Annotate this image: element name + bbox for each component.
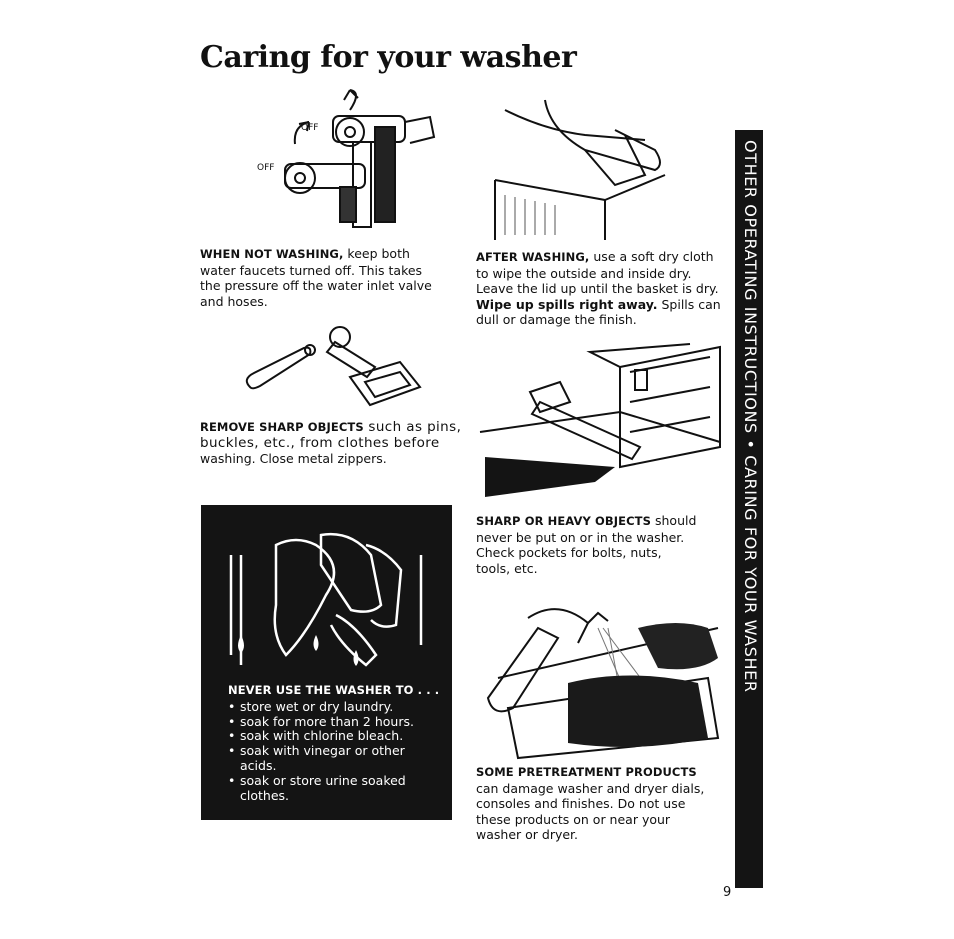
page-title: Caring for your washer (200, 40, 577, 75)
faucet-heading: WHEN NOT WASHING, (200, 247, 344, 261)
pretreatment-line: these products on or near your (476, 811, 671, 827)
off-label-left: OFF (257, 163, 275, 173)
heavy-objects-line: never be put on or in the washer. (476, 529, 685, 545)
pretreatment-line: can damage washer and dryer dials, (476, 780, 705, 796)
heavy-objects-line: tools, etc. (476, 560, 538, 576)
faucet-line: and hoses. (200, 293, 268, 309)
never-use-heading: NEVER USE THE WASHER TO . . . (228, 683, 440, 697)
after-washing-line: to wipe the outside and inside dry. (476, 265, 692, 281)
sharp-objects-line: washing. Close metal zippers. (200, 451, 387, 466)
heavy-objects-instructions (476, 513, 736, 576)
never-use-item: • soak or store urine soaked clothes. (228, 774, 443, 804)
wet-laundry-illustration (226, 525, 431, 675)
sharp-objects-heading: REMOVE SHARP OBJECTS (200, 420, 364, 434)
after-washing-instructions (476, 249, 746, 328)
after-washing-tail: Spills can (657, 296, 721, 312)
never-use-item: • store wet or dry laundry. (228, 700, 443, 715)
faucet-instructions (200, 246, 470, 309)
sharp-objects-instructions (200, 419, 470, 467)
sharp-objects-line: buckles, etc., from clothes before (200, 434, 440, 451)
never-use-item: • soak with vinegar or other acids. (228, 744, 443, 774)
pin-buckle-illustration (240, 322, 455, 412)
after-washing-heading: AFTER WASHING, (476, 250, 590, 264)
faucet-illustration (255, 82, 445, 232)
wipe-spills-phrase: Wipe up spills right away. (476, 296, 658, 312)
faucet-line: the pressure off the water inlet valve (200, 278, 432, 293)
pretreatment-warning (476, 765, 746, 843)
wiping-illustration (485, 90, 685, 240)
faucet-line: keep both (343, 246, 410, 261)
faucet-line: water faucets turned off. This takes (200, 262, 423, 278)
heavy-objects-line: should (651, 513, 697, 528)
hammer-illustration (480, 342, 725, 497)
never-use-item: • soak for more than 2 hours. (228, 715, 443, 730)
heavy-objects-line: Check pockets for bolts, nuts, (476, 545, 662, 560)
never-use-item: • soak with chlorine bleach. (228, 729, 443, 744)
after-washing-line: use a soft dry cloth (589, 249, 714, 264)
pretreatment-line: consoles and finishes. Do not use (476, 796, 686, 811)
sharp-objects-line: such as pins, (363, 419, 462, 435)
pretreatment-line: washer or dryer. (476, 827, 579, 842)
off-label-top: OFF (301, 123, 319, 133)
page-number: 9 (723, 885, 732, 900)
section-sidebar (735, 130, 763, 888)
spray-bottle-illustration (478, 588, 728, 758)
after-washing-line: Leave the lid up until the basket is dry. (476, 281, 719, 296)
never-use-list (228, 683, 443, 803)
sidebar-label: OTHER OPERATING INSTRUCTIONS • CARING FOR YOUR WASHER (741, 140, 760, 693)
heavy-objects-heading: SHARP OR HEAVY OBJECTS (476, 514, 652, 528)
pretreatment-heading: SOME PRETREATMENT PRODUCTS (476, 765, 697, 779)
after-washing-last-line: dull or damage the finish. (476, 312, 637, 327)
